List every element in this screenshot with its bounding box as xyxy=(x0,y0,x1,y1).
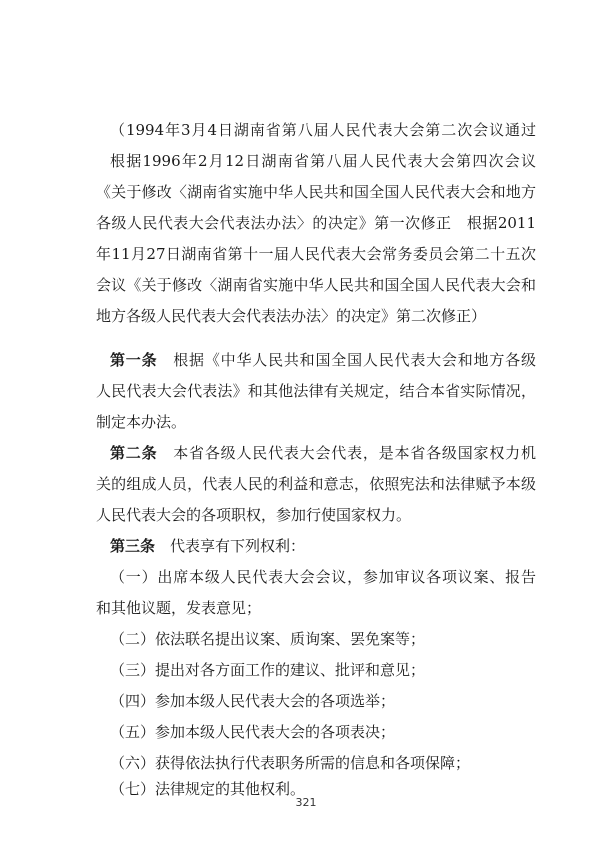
amendment-note-line: 各级人民代表大会代表法办法〉的决定》第一次修正 根据2011 xyxy=(96,214,536,232)
amendment-note-line: 年11月27日湖南省第十一届人民代表大会常务委员会第二十五次 xyxy=(96,245,536,263)
article-2-first-line xyxy=(110,443,536,463)
article-3-first-line xyxy=(110,536,536,556)
article-1-text: 根据《中华人民共和国全国人民代表大会和地方各级 xyxy=(173,351,536,369)
article-3-item-7: （七）法律规定的其他权利。 xyxy=(110,780,306,798)
article-3-item-2: （二）依法联名提出议案、质询案、罢免案等； xyxy=(110,630,426,648)
article-3-item-6: （六）获得依法执行代表职务所需的信息和各项保障； xyxy=(110,754,471,772)
article-1-first-line xyxy=(110,350,536,370)
article-3-item-1-cont: 和其他议题，发表意见； xyxy=(96,599,262,617)
amendment-note-line: 《关于修改〈湖南省实施中华人民共和国全国人民代表大会和地方 xyxy=(96,183,536,201)
article-2-line: 人民代表大会的各项职权，参加行使国家权力。 xyxy=(96,506,412,524)
article-2-line: 关的组成人员，代表人民的利益和意志，依照宪法和法律赋予本级 xyxy=(96,475,536,493)
article-1-line: 制定本办法。 xyxy=(96,413,187,431)
article-3-item-5: （五）参加本级人民代表大会的各项表决； xyxy=(110,723,396,741)
amendment-note-line: 会议《关于修改〈湖南省实施中华人民共和国全国人民代表大会和 xyxy=(96,276,536,294)
page-number: 321 xyxy=(295,796,317,809)
article-1-line: 人民代表大会代表法》和其他法律有关规定，结合本省实际情况， xyxy=(96,382,536,400)
article-3-item-1: （一）出席本级人民代表大会会议，参加审议各项议案、报告 xyxy=(110,568,536,586)
article-3-label: 第三条 xyxy=(110,537,156,555)
article-2-label: 第二条 xyxy=(110,444,158,462)
article-3-item-4: （四）参加本级人民代表大会的各项选举； xyxy=(110,692,396,710)
article-2-text: 本省各级人民代表大会代表，是本省各级国家权力机 xyxy=(173,444,536,462)
amendment-note-line: 根据1996年2月12日湖南省第八届人民代表大会第四次会议 xyxy=(110,152,536,170)
amendment-note-line: （1994年3月4日湖南省第八届人民代表大会第二次会议通过 xyxy=(110,121,536,139)
amendment-note-line: 地方各级人民代表大会代表法办法〉的决定》第二次修正） xyxy=(96,307,487,325)
article-3-text: 代表享有下列权利： xyxy=(170,537,306,555)
article-1-label: 第一条 xyxy=(110,351,158,369)
article-3-item-3: （三）提出对各方面工作的建议、批评和意见； xyxy=(110,661,426,679)
